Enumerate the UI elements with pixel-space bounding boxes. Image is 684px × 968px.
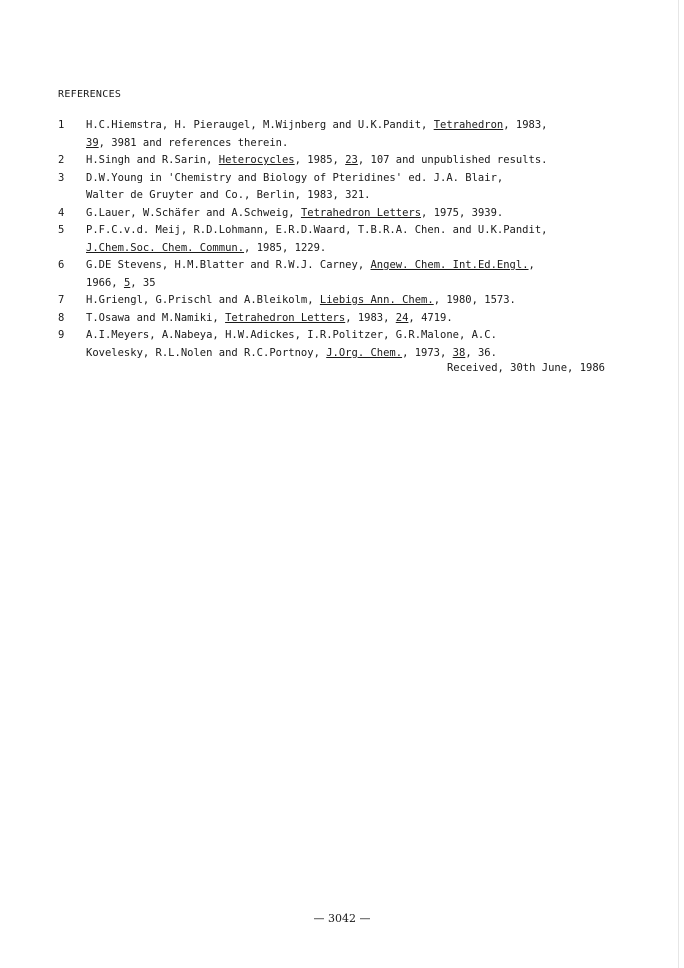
- reference-citation-underlined: Heterocycles: [218, 154, 295, 166]
- reference-citation-underlined: J.Org. Chem.: [326, 346, 403, 359]
- reference-text-segment: , 1985, 1229.: [244, 241, 327, 254]
- reference-item: [58, 117, 618, 152]
- reference-citation-underlined: 39: [86, 136, 99, 149]
- reference-text: [86, 310, 618, 328]
- reference-item: [58, 205, 618, 223]
- reference-item: [58, 170, 618, 205]
- reference-number: 7: [58, 294, 65, 306]
- reference-number: 4: [58, 206, 65, 219]
- reference-text-segment: H.Singh and R.Sarin,: [86, 154, 219, 166]
- page-number: — 3042 —: [313, 912, 371, 925]
- reference-text-segment: , 1985,: [294, 154, 346, 166]
- reference-text: [86, 117, 618, 152]
- reference-citation-underlined: 38: [452, 346, 466, 359]
- reference-number: 3: [58, 171, 65, 184]
- reference-text-segment: , 107 and unpublished results.: [357, 154, 548, 166]
- reference-citation-underlined: Angew. Chem. Int.Ed.Engl.: [370, 259, 529, 271]
- reference-citation-underlined: 24: [395, 311, 409, 324]
- reference-text-segment: , 4719.: [408, 311, 453, 324]
- reference-text-segment: H.Griengl, G.Prischl and A.Bleikolm,: [86, 294, 320, 306]
- reference-text-segment: , 1980, 1573.: [433, 294, 516, 306]
- page-edge-line: [678, 0, 679, 968]
- reference-item: [58, 152, 618, 170]
- reference-text-segment: , 3981 and references therein.: [98, 136, 289, 149]
- reference-text-segment: H.C.Hiemstra, H. Pieraugel, M.Wijnberg and U.K.Pandit,: [86, 119, 434, 131]
- reference-list: [58, 117, 618, 362]
- reference-text-segment: G.DE Stevens, H.M.Blatter and R.W.J. Carney,: [86, 259, 371, 271]
- received-date: Received, 30th June, 1986: [446, 362, 605, 374]
- reference-text-segment: G.Lauer, W.Schäfer and A.Schweig,: [86, 206, 301, 219]
- reference-text: [86, 327, 618, 362]
- reference-text-segment: , 1975, 3939.: [421, 206, 504, 219]
- reference-number: 9: [58, 329, 65, 341]
- reference-text-segment: , 1983,: [503, 119, 548, 131]
- reference-number: 6: [58, 259, 65, 271]
- reference-text-segment: , 1973,: [402, 346, 453, 359]
- reference-text-segment: P.F.C.v.d. Meij, R.D.Lohmann, E.R.D.Waard, T.B.R.A. Chen. and U.K.Pandit,: [86, 224, 548, 236]
- reference-citation-underlined: Tetrahedron: [433, 119, 504, 131]
- reference-number: 2: [58, 154, 65, 166]
- reference-number: 1: [58, 119, 65, 131]
- reference-text: [86, 205, 618, 223]
- reference-text: [86, 152, 618, 170]
- reference-text-segment: , 35: [130, 276, 156, 289]
- reference-citation-underlined: 23: [345, 154, 358, 166]
- references-heading: REFERENCES: [58, 89, 122, 100]
- reference-item: [58, 327, 618, 362]
- reference-citation-underlined: Tetrahedron Letters: [300, 206, 422, 219]
- reference-citation-underlined: J.Chem.Soc. Chem. Commun.: [86, 241, 245, 254]
- reference-text-segment: T.Osawa and M.Namiki,: [86, 311, 226, 324]
- reference-text-segment: D.W.Young in 'Chemistry and Biology of Pteridines' ed. J.A. Blair, Walter de Gruyter and Co., Berlin, 1983, 321.: [86, 171, 504, 201]
- reference-item: [58, 257, 618, 292]
- reference-text-segment: , 1983,: [345, 311, 396, 324]
- reference-citation-underlined: Tetrahedron Letters: [225, 311, 346, 324]
- reference-citation-underlined: 5: [123, 276, 131, 289]
- reference-text: [86, 170, 618, 205]
- reference-text: [86, 292, 618, 310]
- reference-text-segment: , 36.: [465, 346, 497, 359]
- reference-text: [86, 222, 618, 257]
- reference-text-segment: A.I.Meyers, A.Nabeya, H.W.Adickes, I.R.Politzer, G.R.Malone, A.C. Kovelesky, R.L.Nolen and R.C.Portnoy,: [86, 329, 497, 359]
- reference-text-segment: , 1966,: [86, 259, 535, 289]
- reference-item: [58, 222, 618, 257]
- reference-item: [58, 310, 618, 328]
- reference-number: 8: [58, 311, 65, 324]
- reference-citation-underlined: Liebigs Ann. Chem.: [319, 294, 434, 306]
- reference-text: [86, 257, 618, 292]
- reference-number: 5: [58, 224, 65, 236]
- reference-item: [58, 292, 618, 310]
